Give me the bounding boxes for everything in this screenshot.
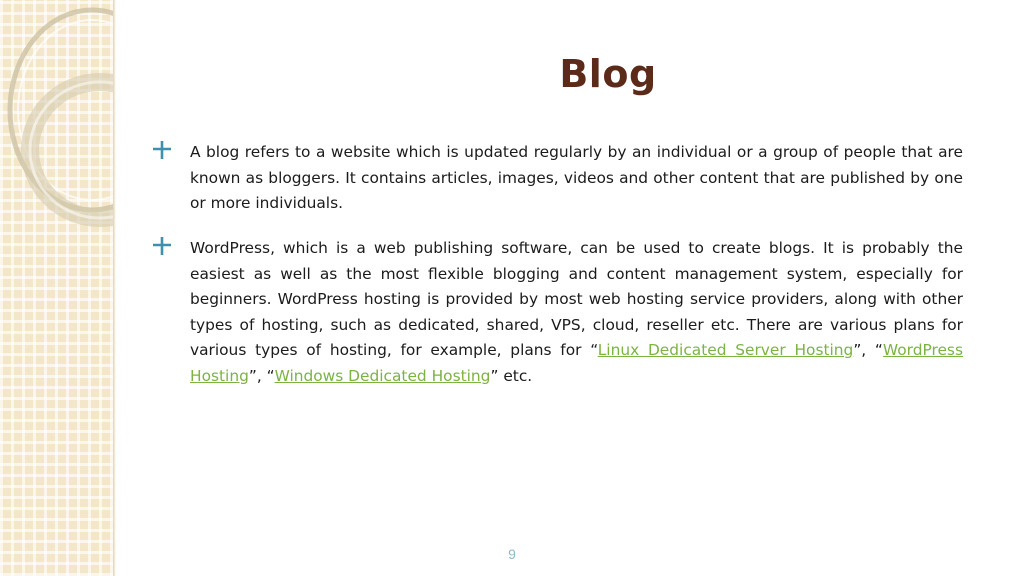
separator-text: ”, “: [853, 341, 883, 359]
link-wordpress-hosting[interactable]: WordPress Hosting: [190, 341, 963, 385]
link-linux-dedicated-server-hosting[interactable]: Linux Dedicated Server Hosting: [597, 341, 854, 359]
bullet-paragraph-1: A blog refers to a website which is updated regularly by an individual or a group of people that are known as bloggers. It contains articles, images, videos and other content that are published by one or more individuals.: [190, 143, 963, 212]
decorative-sidebar: [0, 0, 113, 576]
separator-text: ”, “: [248, 366, 275, 385]
decorative-rings: [0, 0, 113, 576]
page-number: 9: [508, 546, 516, 562]
link-windows-dedicated-hosting[interactable]: Windows Dedicated Hosting: [274, 366, 491, 385]
bullet-paragraph-2: [190, 236, 963, 389]
slide-title: Blog: [559, 52, 657, 96]
plus-bullet-icon: [150, 138, 174, 162]
plus-bullet-icon: [150, 234, 174, 258]
sidebar-divider: [113, 0, 116, 576]
paragraph-text: WordPress, which is a web publishing software, can be used to create blogs. It is probably the easiest as well as the most flexible blogging and content management system, especially for beginners. WordPress hosting is provided by most web hosting service providers, along with other types of hosting, such as dedicated, shared, VPS, cloud, reseller etc. There are various plans for various types of hosting, for example, plans for “: [190, 239, 963, 359]
paragraph-text: ” etc.: [490, 366, 533, 385]
